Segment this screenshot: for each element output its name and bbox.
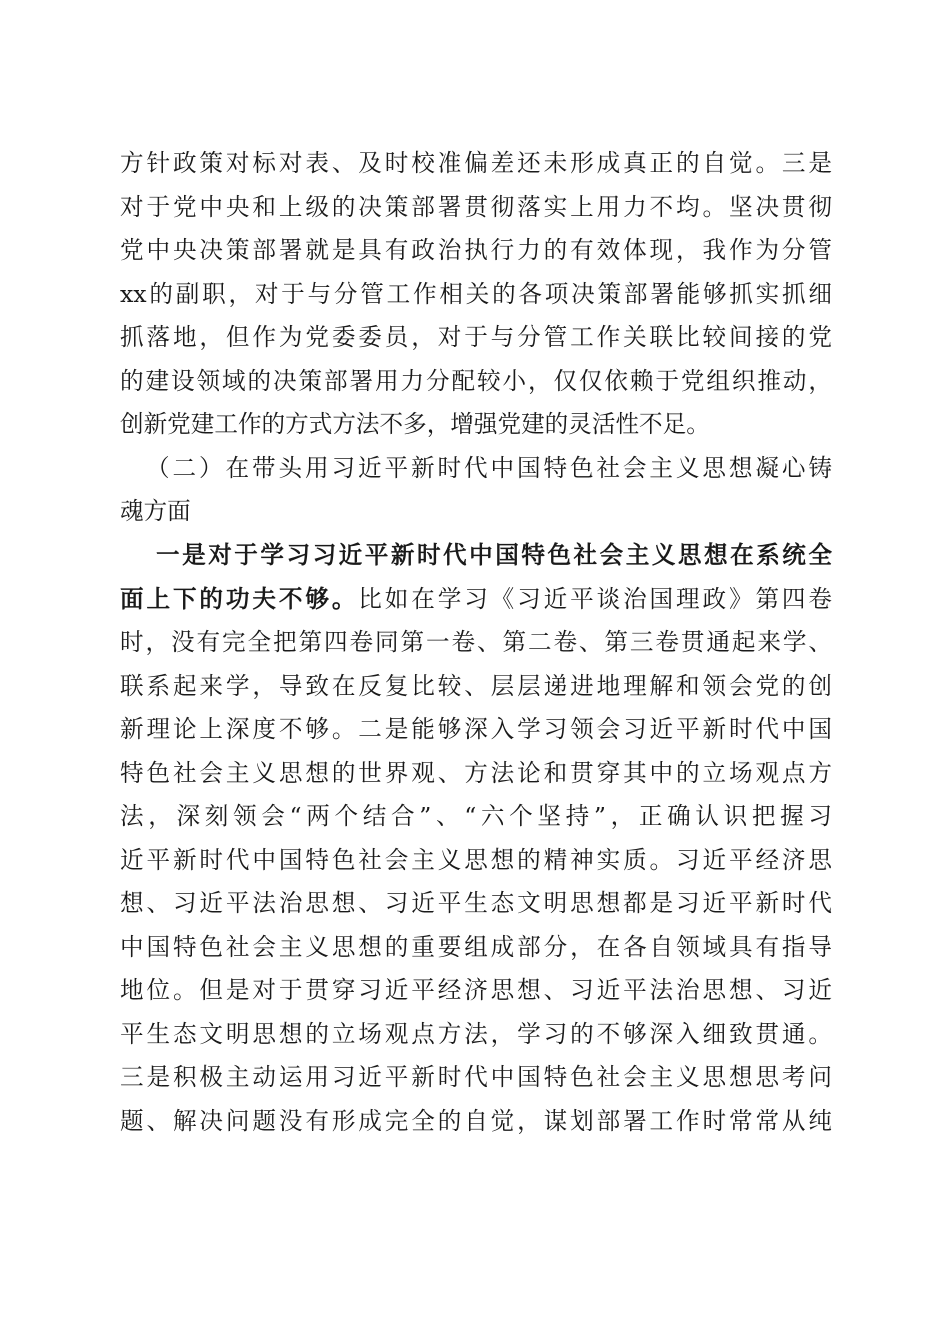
- paragraph-1-line-3: 党中央决策部署就是具有政治执行力的有效体现，我作为分管: [120, 236, 832, 264]
- paragraph-2-line-14: 题、解决问题没有形成完全的自觉，谋划部署工作时常常从纯: [120, 1107, 832, 1135]
- paragraph-2-line-11: 地位。但是对于贯穿习近平经济思想、习近平法治思想、习近: [120, 976, 832, 1004]
- paragraph-2-line-5: 新理论上深度不够。二是能够深入学习领会习近平新时代中国: [120, 715, 832, 743]
- paragraph-1-line-7: 创新党建工作的方式方法不多，增强党建的灵活性不足。: [120, 410, 710, 438]
- paragraph-2-bold-lead-line-2: 面上下的功夫不够。: [120, 585, 359, 613]
- paragraph-2-line-3: 时，没有完全把第四卷同第一卷、第二卷、第三卷贯通起来学、: [120, 628, 832, 656]
- paragraph-2-line-10: 中国特色社会主义思想的重要组成部分，在各自领域具有指导: [120, 933, 832, 961]
- paragraph-1-line-1: 方针政策对标对表、及时校准偏差还未形成真正的自觉。三是: [120, 149, 832, 177]
- paragraph-2-line-6: 特色社会主义思想的世界观、方法论和贯穿其中的立场观点方: [120, 759, 832, 787]
- section-heading-line-2: 魂方面: [120, 497, 191, 525]
- paragraph-2-line-4: 联系起来学，导致在反复比较、层层递进地理解和领会党的创: [120, 672, 832, 700]
- paragraph-1-line-2: 对于党中央和上级的决策部署贯彻落实上用力不均。坚决贯彻: [120, 193, 832, 221]
- paragraph-2-bold-lead-line-1: 一是对于学习习近平新时代中国特色社会主义思想在系统全: [156, 541, 832, 569]
- paragraph-2-line-2-rest: 比如在学习《习近平谈治国理政》第四卷: [358, 585, 833, 613]
- paragraph-2-line-8: 近平新时代中国特色社会主义思想的精神实质。习近平经济思: [120, 846, 832, 874]
- paragraph-1-line-5: 抓落地，但作为党委委员，对于与分管工作关联比较间接的党: [120, 323, 832, 351]
- paragraph-2-line-13: 三是积极主动运用习近平新时代中国特色社会主义思想思考问: [120, 1063, 832, 1091]
- paragraph-1-line-4: xx的副职，对于与分管工作相关的各项决策部署能够抓实抓细: [120, 280, 832, 308]
- section-heading-line-1: （二）在带头用习近平新时代中国特色社会主义思想凝心铸: [146, 454, 832, 482]
- paragraph-2-line-7: 法，深刻领会“两个结合”、“六个坚持”，正确认识把握习: [120, 802, 832, 830]
- paragraph-2-line-9: 想、习近平法治思想、习近平生态文明思想都是习近平新时代: [120, 889, 832, 917]
- paragraph-2-line-12: 平生态文明思想的立场观点方法，学习的不够深入细致贯通。: [120, 1020, 832, 1048]
- paragraph-2-line-2: [120, 584, 832, 614]
- paragraph-1-line-6: 的建设领域的决策部署用力分配较小，仅仅依赖于党组织推动，: [120, 367, 832, 395]
